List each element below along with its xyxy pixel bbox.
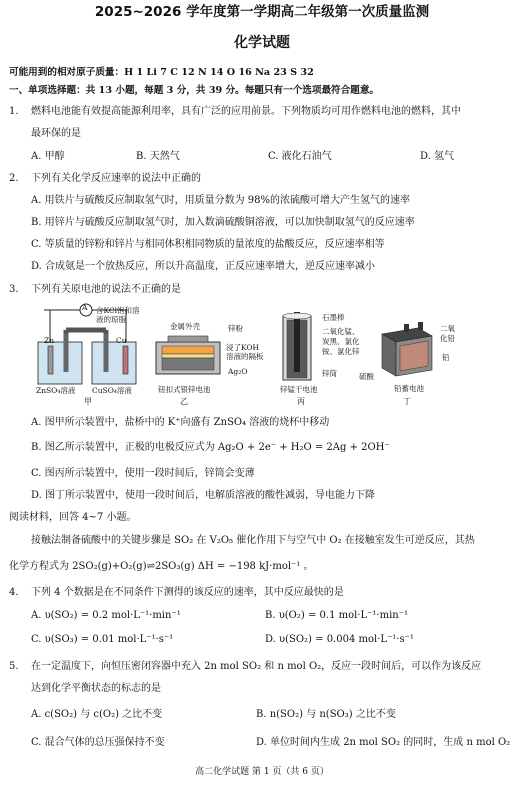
ding-h2so4-label: 硫酸 xyxy=(359,372,374,381)
bing-cell-name: 锌锰干电池 xyxy=(280,385,318,394)
q5-option-c: C. 混合气体的总压强保持不变 xyxy=(31,737,165,748)
jia-salt-bridge-label: 含KCl饱和溶 xyxy=(96,306,140,315)
bing-mix-label2: 炭黑、氯化 xyxy=(322,337,360,346)
subject-title: 化学试题 xyxy=(234,35,290,51)
q1-option-b: B. 天然气 xyxy=(136,151,180,162)
q1-stem-line1: 燃料电池能有效提高能源利用率，具有广泛的应用前景。下列物质均可用作燃料电池的燃料，其中 xyxy=(31,106,461,117)
q1-number: 1. xyxy=(9,106,19,117)
q2-option-b: B. 用锌片与硫酸反应制取氢气时，加入数滴硫酸铜溶液，可以加快制取氢气的反应速率 xyxy=(31,217,415,228)
bing-figure-label: 丙 xyxy=(297,397,305,406)
q1-option-c: C. 液化石油气 xyxy=(268,151,332,162)
q4-option-d: D. υ(SO₂) = 0.004 mol·L⁻¹·s⁻¹ xyxy=(265,634,414,645)
q4-option-a: A. υ(SO₂) = 0.2 mol·L⁻¹·min⁻¹ xyxy=(31,610,181,621)
q2-stem: 下列有关化学反应速率的说法中正确的 xyxy=(31,173,201,184)
section-heading: 一、单项选择题：共 13 小题，每题 3 分，共 39 分。每题只有一个选项最符合题意。 xyxy=(9,85,380,96)
q1-option-d: D. 氢气 xyxy=(420,151,455,162)
bing-graphite-label: 石墨棒 xyxy=(322,313,345,322)
jia-ammeter-label: A xyxy=(82,303,88,312)
q2-option-c: C. 等质量的锌粉和锌片与相同体积相同物质的量浓度的盐酸反应，反应速率相等 xyxy=(31,239,385,250)
ding-pb-label: 铅 xyxy=(442,353,450,362)
yi-zinc-label: 锌粉 xyxy=(228,324,243,333)
bing-mix-label1: 二氧化锰、 xyxy=(322,327,360,336)
q5-option-d: D. 单位时间内生成 2n mol SO₂ 的同时，生成 n mol O₂ xyxy=(256,737,511,748)
yi-shell-label: 金属外壳 xyxy=(170,322,200,331)
figure-yi-button-cell xyxy=(152,334,224,380)
q3-number: 3. xyxy=(9,284,19,295)
exam-title: 2025~2026 学年度第一学期高二年级第一次质量监测 xyxy=(94,4,430,20)
q1-stem-line2: 最环保的是 xyxy=(31,128,81,139)
atomic-masses: 可能用到的相对原子质量：H 1 Li 7 C 12 N 14 O 16 Na 23 S 32 xyxy=(9,67,314,78)
jia-salt-bridge-label2: 液的琼脂 xyxy=(96,315,126,324)
q5-stem-line2: 达到化学平衡状态的标志的是 xyxy=(31,683,161,694)
q3-option-a: A. 图甲所示装置中，盐桥中的 K⁺向盛有 ZnSO₄ 溶液的烧杯中移动 xyxy=(31,417,330,428)
bing-zinc-can-label: 锌筒 xyxy=(322,369,337,378)
q3-stem: 下列有关原电池的说法不正确的是 xyxy=(31,284,181,295)
q2-option-a: A. 用铁片与硫酸反应制取氢气时，用质量分数为 98%的浓硫酸可增大产生氢气的速率 xyxy=(31,195,410,206)
jia-znso4-label: ZnSO₄溶液 xyxy=(36,386,76,395)
jia-zn-label: Zn xyxy=(44,336,55,345)
q1-option-a: A. 甲醇 xyxy=(31,151,65,162)
yi-koh-label: 浸了KOH xyxy=(226,343,260,352)
ding-pbo2-label: 二氧 xyxy=(440,324,455,333)
q4-stem: 下列 4 个数据是在不同条件下测得的该反应的速率，其中反应最快的是 xyxy=(31,587,344,598)
q2-option-d: D. 合成氨是一个放热反应，所以升高温度，正反应速率增大，逆反应速率减小 xyxy=(31,261,376,272)
reading-intro: 阅读材料，回答 4~7 小题。 xyxy=(9,512,137,523)
ding-figure-label: 丁 xyxy=(403,397,411,406)
q5-stem-line1: 在一定温度下，向恒压密闭容器中充入 2n mol SO₂ 和 n mol O₂，反应一段时间后，可以作为该反应 xyxy=(31,661,482,672)
q4-number: 4. xyxy=(9,587,19,598)
yi-cell-name: 钮扣式银锌电池 xyxy=(158,385,211,394)
q2-number: 2. xyxy=(9,173,19,184)
q3-option-c: C. 图丙所示装置中，使用一段时间后，锌筒会变薄 xyxy=(31,468,255,479)
page-footer: 高二化学试题 第 1 页（共 6 页） xyxy=(195,767,329,777)
jia-cuso4-label: CuSO₄溶液 xyxy=(92,386,132,395)
ding-pbo2-label2: 化铅 xyxy=(440,334,455,343)
jia-cu-label: Cu xyxy=(116,336,127,345)
ding-cell-name: 铅蓄电池 xyxy=(394,384,424,393)
figure-bing-dry-cell xyxy=(280,310,314,382)
yi-figure-label: 乙 xyxy=(180,397,188,406)
q3-option-d: D. 图丁所示装置中，使用一段时间后，电解质溶液的酸性减弱，导电能力下降 xyxy=(31,490,376,501)
bing-mix-label3: 铵、氯化锌 xyxy=(322,347,360,356)
yi-koh-label2: 溶液的隔板 xyxy=(226,352,264,361)
yi-ag2o-label: Ag₂O xyxy=(228,367,248,376)
q5-option-a: A. c(SO₂) 与 c(O₂) 之比不变 xyxy=(31,709,163,720)
q4-option-b: B. υ(O₂) = 0.1 mol·L⁻¹·min⁻¹ xyxy=(265,610,409,621)
q5-number: 5. xyxy=(9,661,19,672)
q5-option-b: B. n(SO₂) 与 n(SO₃) 之比不变 xyxy=(256,709,396,720)
q4-option-c: C. υ(SO₃) = 0.01 mol·L⁻¹·s⁻¹ xyxy=(31,634,174,645)
reading-paragraph-line1: 接触法制备硫酸中的关键步骤是 SO₂ 在 V₂O₅ 催化作用下与空气中 O₂ 在接触室发生可逆反应，其热 xyxy=(31,535,475,546)
figure-ding-lead-battery xyxy=(374,320,436,380)
q3-option-b: B. 图乙所示装置中，正极的电极反应式为 Ag₂O + 2e⁻ + H₂O = 2Ag + 2OH⁻ xyxy=(31,442,390,453)
reading-paragraph-line2: 化学方程式为 2SO₂(g)+O₂(g)⇌2SO₃(g) ΔH = −198 kJ·mol⁻¹ 。 xyxy=(9,561,314,572)
jia-figure-label: 甲 xyxy=(84,397,92,406)
